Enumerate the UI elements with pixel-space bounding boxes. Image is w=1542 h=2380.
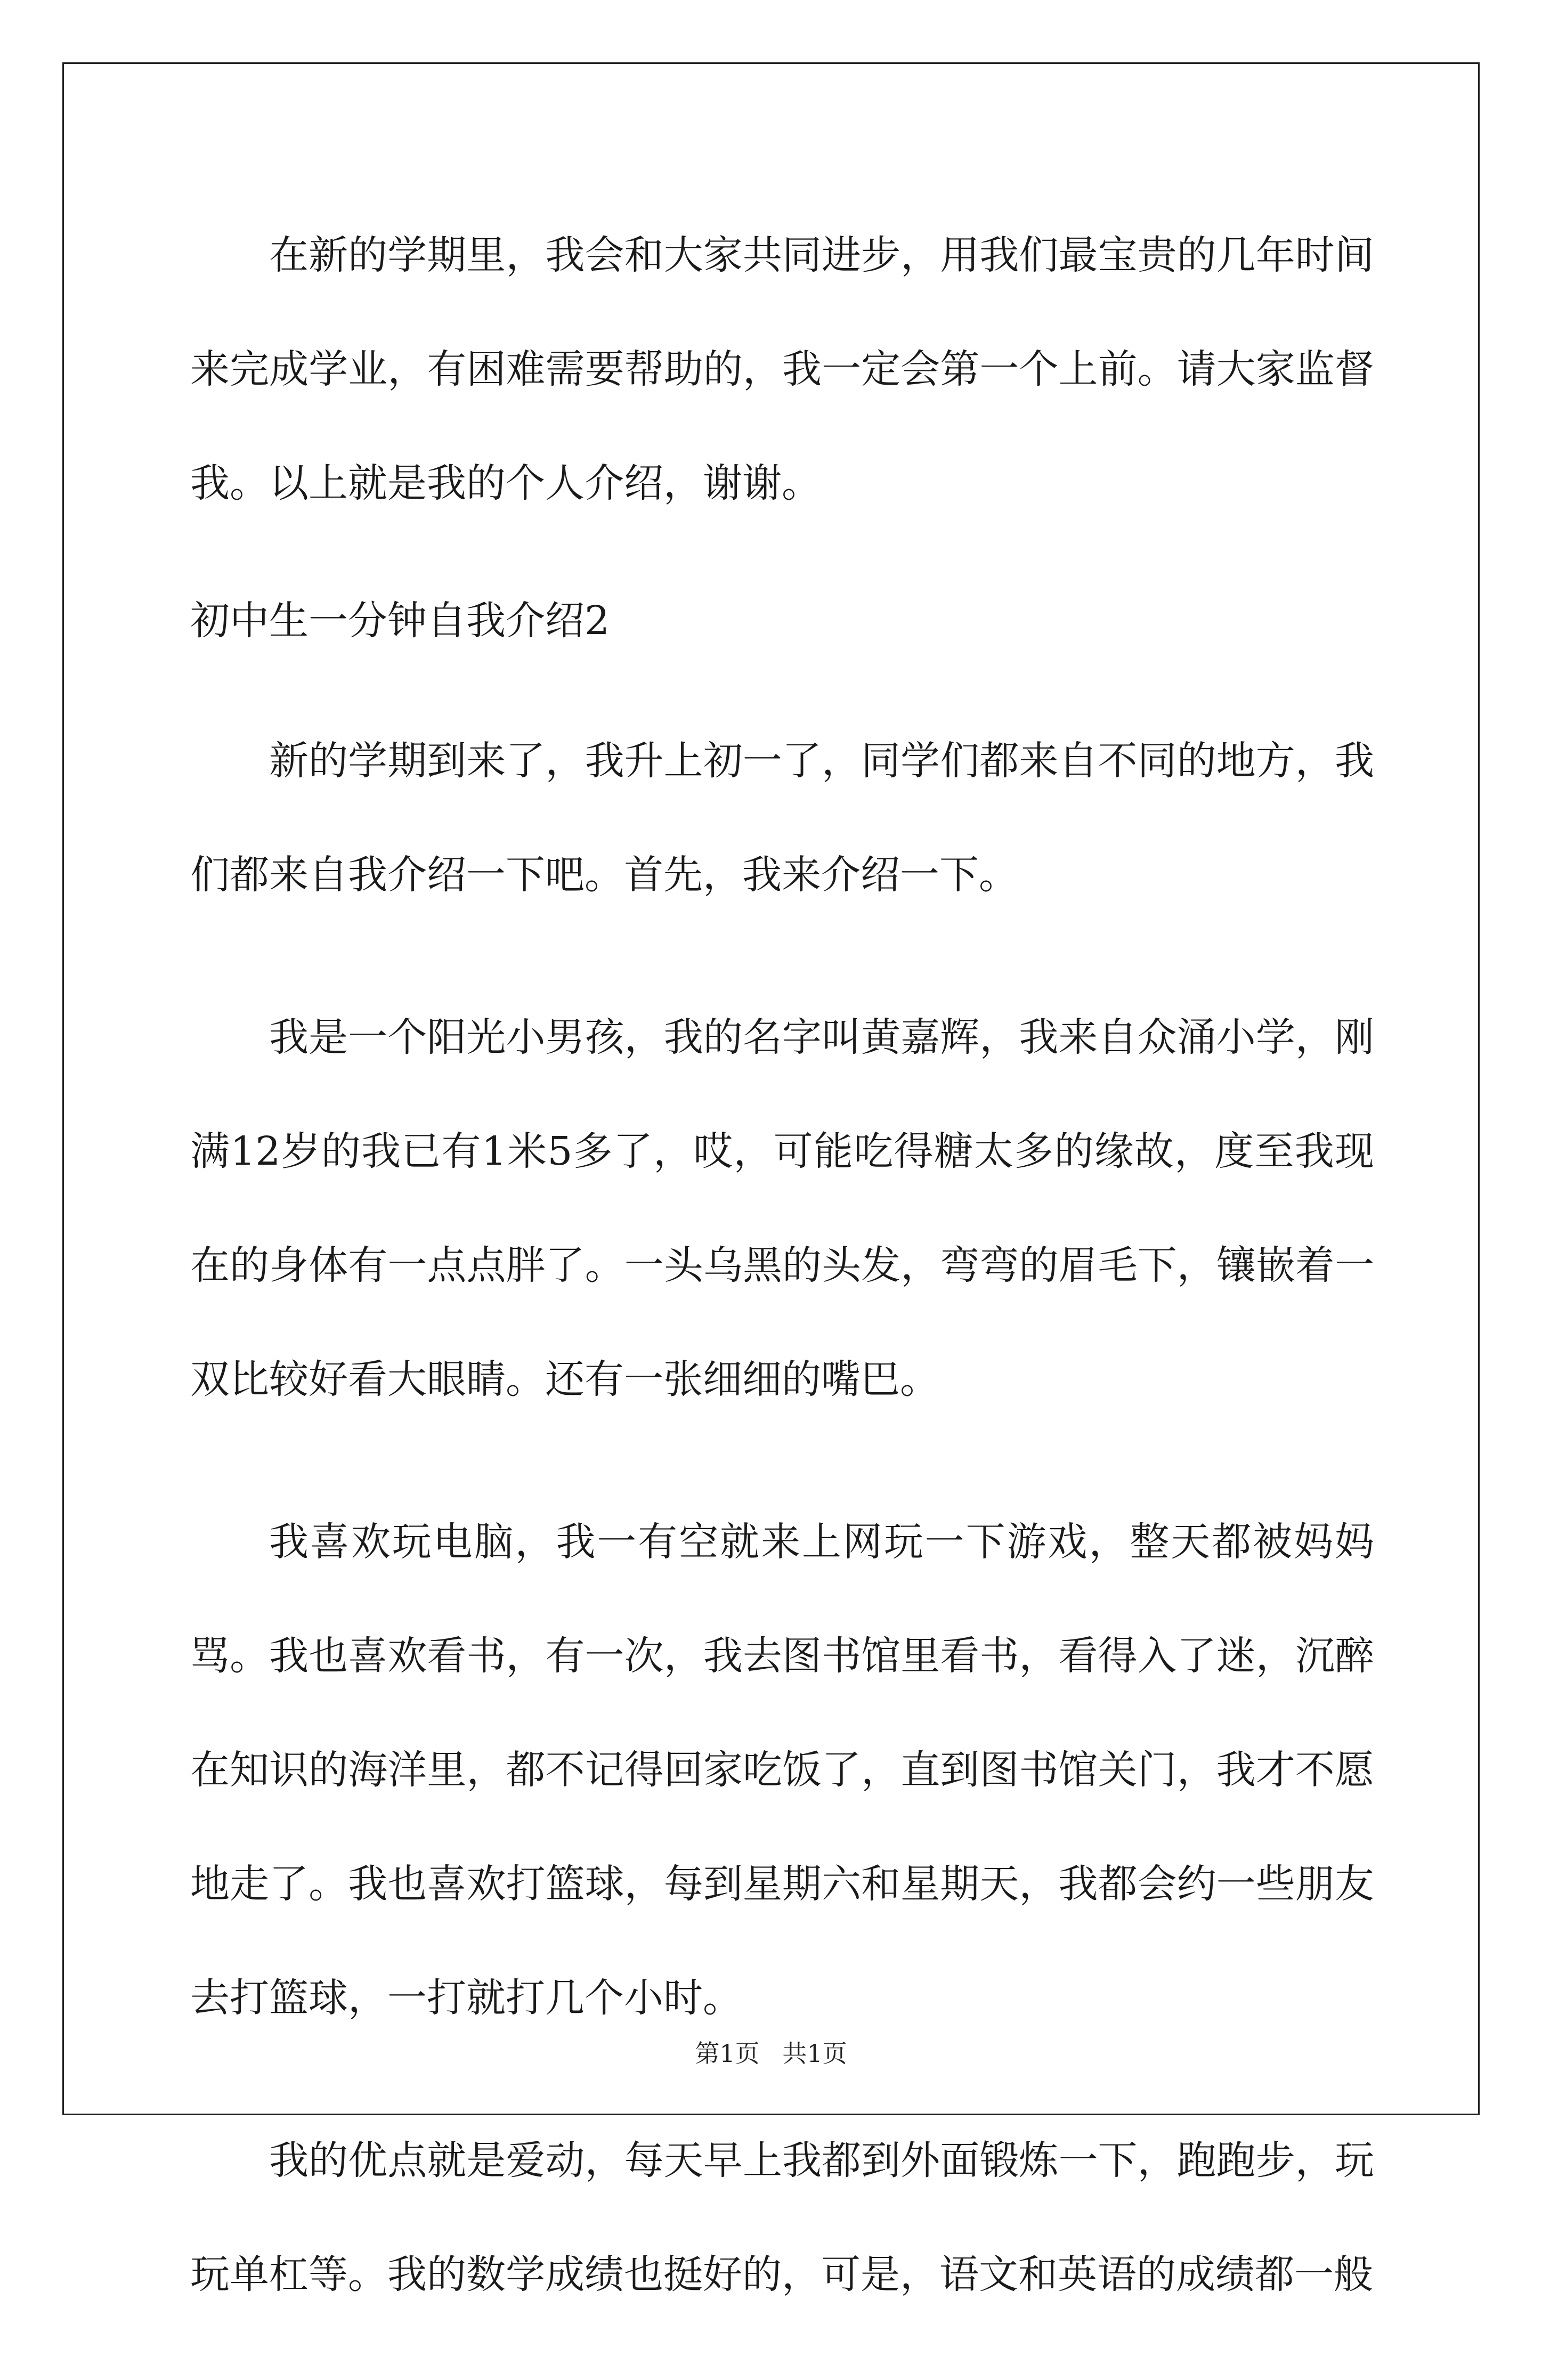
paragraph-intro-closing: 在新的学期里，我会和大家共同进步，用我们最宝贵的几年时间来完成学业，有困难需要帮助的，我一定会第一个上前。请大家监督我。以上就是我的个人介绍，谢谢。 (190, 232, 1374, 506)
paragraph-2: 我是一个阳光小男孩，我的名字叫黄嘉辉，我来自众涌小学，刚满12岁的我已有1米5多了，哎，可能吃得糖太多的缘故，度至我现在的身体有一点点胖了。一头乌黑的头发，弯弯的眉毛下，镶嵌着一双比较好看大眼睛。还有一张细细的嘴巴。 (190, 1014, 1374, 1402)
page-number-total: 共1页 (782, 2039, 847, 2068)
page-footer (0, 2034, 1542, 2069)
paragraph-4: 我的优点就是爱动，每天早上我都到外面锻炼一下，跑跑步，玩玩单杠等。我的数学成绩也挺好的，可是，语文和英语的成绩都一般 (190, 2138, 1374, 2297)
paragraph-3: 我喜欢玩电脑，我一有空就来上网玩一下游戏，整天都被妈妈骂。我也喜欢看书，有一次，我去图书馆里看书，看得入了迷，沉醉在知识的海洋里，都不记得回家吃饭了，直到图书馆关门，我才不愿地走了。我也喜欢打篮球，每到星期六和星期天，我都会约一些朋友去打篮球，一打就打几个小时。 (190, 1519, 1374, 2021)
section-heading: 初中生一分钟自我介绍2 (190, 598, 610, 644)
page-number-current: 第1页 (695, 2039, 760, 2068)
paragraph-1: 新的学期到来了，我升上初一了，同学们都来自不同的地方，我们都来自我介绍一下吧。首先，我来介绍一下。 (190, 738, 1374, 898)
